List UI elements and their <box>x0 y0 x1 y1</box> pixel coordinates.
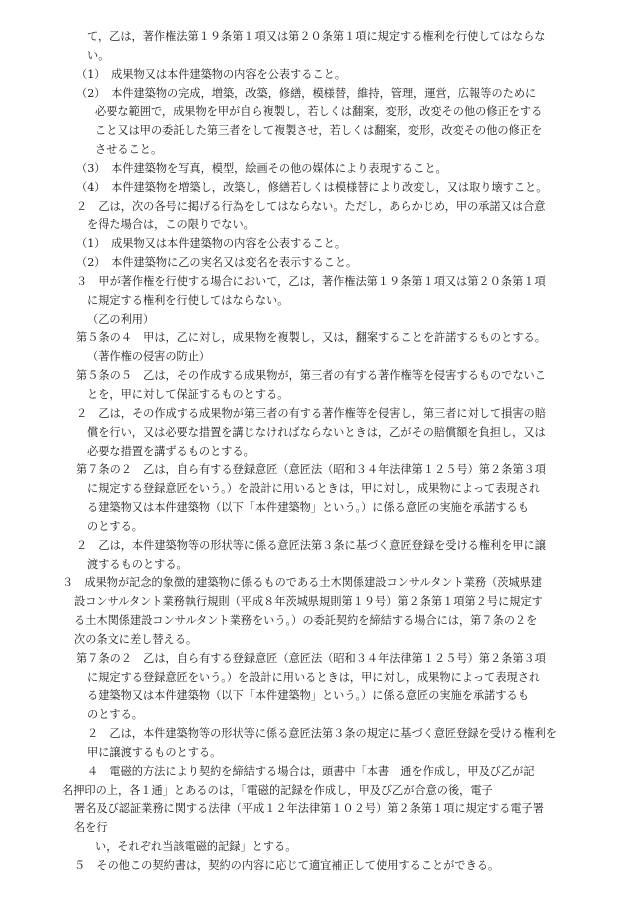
text-line: 第５条の５ 乙は，その作成する成果物が，第三者の有する著作権等を侵害するものでないこ <box>76 369 546 382</box>
text-line: る建築物又は本件建築物（以下「本件建築物」という。）に係る意匠の実施を承諾するも <box>87 501 529 514</box>
text-line: 渡するものとする。 <box>87 558 188 571</box>
text-line: のとする。 <box>87 520 143 533</box>
text-line: を得た場合は，この限りでない。 <box>87 218 255 231</box>
text-line: 甲に譲渡するものとする。 <box>87 746 222 759</box>
text-line: 必要な措置を講ずるものとする。 <box>87 445 255 458</box>
text-line: い，それぞれ当該電磁的記録」とする。 <box>95 840 297 853</box>
text-line: る建築物又は本件建築物（以下「本件建築物」という。）に係る意匠の実施を承諾するも <box>87 689 529 702</box>
text-line: 必要な範囲で，成果物を甲が自ら複製し，若しくは翻案，変形，改変その他の修正をする <box>95 105 543 118</box>
text-line: こと又は甲の委託した第三者をして複製させ，若しくは翻案，変形，改変その他の修正を <box>95 124 543 137</box>
text-line: に規定する権利を行使してはならない。 <box>87 294 289 307</box>
text-line: のとする。 <box>87 708 143 721</box>
text-line: ３ 成果物が記念的象徴的建築物に係るものである土木関係建設コンサルタント業務（茨城県建 <box>62 576 543 589</box>
text-line: （乙の利用） <box>87 313 155 326</box>
text-line: い。 <box>87 49 110 62</box>
text-line: 名を行 <box>74 821 108 834</box>
text-line: 設コンサルタント業務執行規則（平成８年茨城県規則第１９号）第２条第１項第２号に規定す <box>74 595 543 608</box>
text-line: ３ 甲が著作権を行使する場合において，乙は，著作権法第１９条第１項又は第２０条第１項 <box>76 275 546 288</box>
text-line: （著作権の侵害の防止） <box>87 350 211 363</box>
text-line: ４ 電磁的方法により契約を締結する場合は，頭書中「本書 通を作成し，甲及び乙が記 <box>87 765 535 778</box>
text-line: 第７条の２ 乙は，自ら有する登録意匠（意匠法（昭和３４年法律第１２５号）第２条第３項 <box>76 463 546 476</box>
text-line: （2） 本件建築物の完成，増築，改築，修繕，模様替，維持，管理，運営，広報等のために <box>76 87 537 100</box>
text-line: （1） 成果物又は本件建築物の内容を公表すること。 <box>76 68 347 81</box>
text-line: に規定する登録意匠をいう。）を設計に用いるときは，甲に対し，成果物によって表現され <box>87 482 541 495</box>
text-line: とを，甲に対して保証するものとする。 <box>87 388 289 401</box>
text-line: させること。 <box>95 143 163 156</box>
text-line: ２ 乙は，次の各号に掲げる行為をしてはならない。ただし，あらかじめ，甲の承諾又は合意 <box>76 200 546 213</box>
text-line: （4） 本件建築物を増築し，改築し，修繕若しくは模様替により改変し，又は取り壊すこと。 <box>76 181 548 194</box>
text-line: ２ 乙は，その作成する成果物が第三者の有する著作権等を侵害し，第三者に対して損害の賠 <box>76 407 546 420</box>
text-line: ５ その他この契約書は，契約の内容に応じて適宜補正して使用することができる。 <box>74 859 500 872</box>
text-line: 第５条の４ 甲は，乙に対し，成果物を複製し，又は，翻案することを許諾するものとする。 <box>76 331 546 344</box>
text-line: に規定する登録意匠をいう。）を設計に用いるときは，甲に対し，成果物によって表現され <box>87 671 541 684</box>
text-line: て，乙は，著作権法第１９条第１項又は第２０条第１項に規定する権利を行使してはならな <box>87 30 546 43</box>
text-line: 第７条の２ 乙は，自ら有する登録意匠（意匠法（昭和３４年法律第１２５号）第２条第３項 <box>76 652 546 665</box>
text-line: ２ 乙は，本件建築物等の形状等に係る意匠法第３条の規定に基づく意匠登録を受ける権利を <box>87 727 557 740</box>
text-line: （3） 本件建築物を写真，模型，絵画その他の媒体により表現すること。 <box>76 162 447 175</box>
text-line: ２ 乙は，本件建築物等の形状等に係る意匠法第３条に基づく意匠登録を受ける権利を甲に譲 <box>76 539 546 552</box>
text-line: （2） 本件建築物に乙の実名又は変名を表示すること。 <box>76 256 358 269</box>
text-line: 名押印の上，各１通」とあるのは，「電磁的記録を作成し，甲及び乙が合意の後，電子 <box>62 784 493 797</box>
text-line: 償を行い，又は必要な措置を講じなければならないときは，乙がその賠償額を負担し，又は <box>87 426 546 439</box>
text-line: （1） 成果物又は本件建築物の内容を公表すること。 <box>76 237 347 250</box>
text-line: る土木関係建設コンサルタント業務をいう。）の委託契約を締結する場合には，第７条の２を <box>74 614 538 627</box>
text-line: 次の条文に差し替える。 <box>74 633 198 646</box>
text-line: 署名及び認証業務に関する法律（平成１２年法律第１０２号）第２条第１項に規定する電子署 <box>74 802 544 815</box>
